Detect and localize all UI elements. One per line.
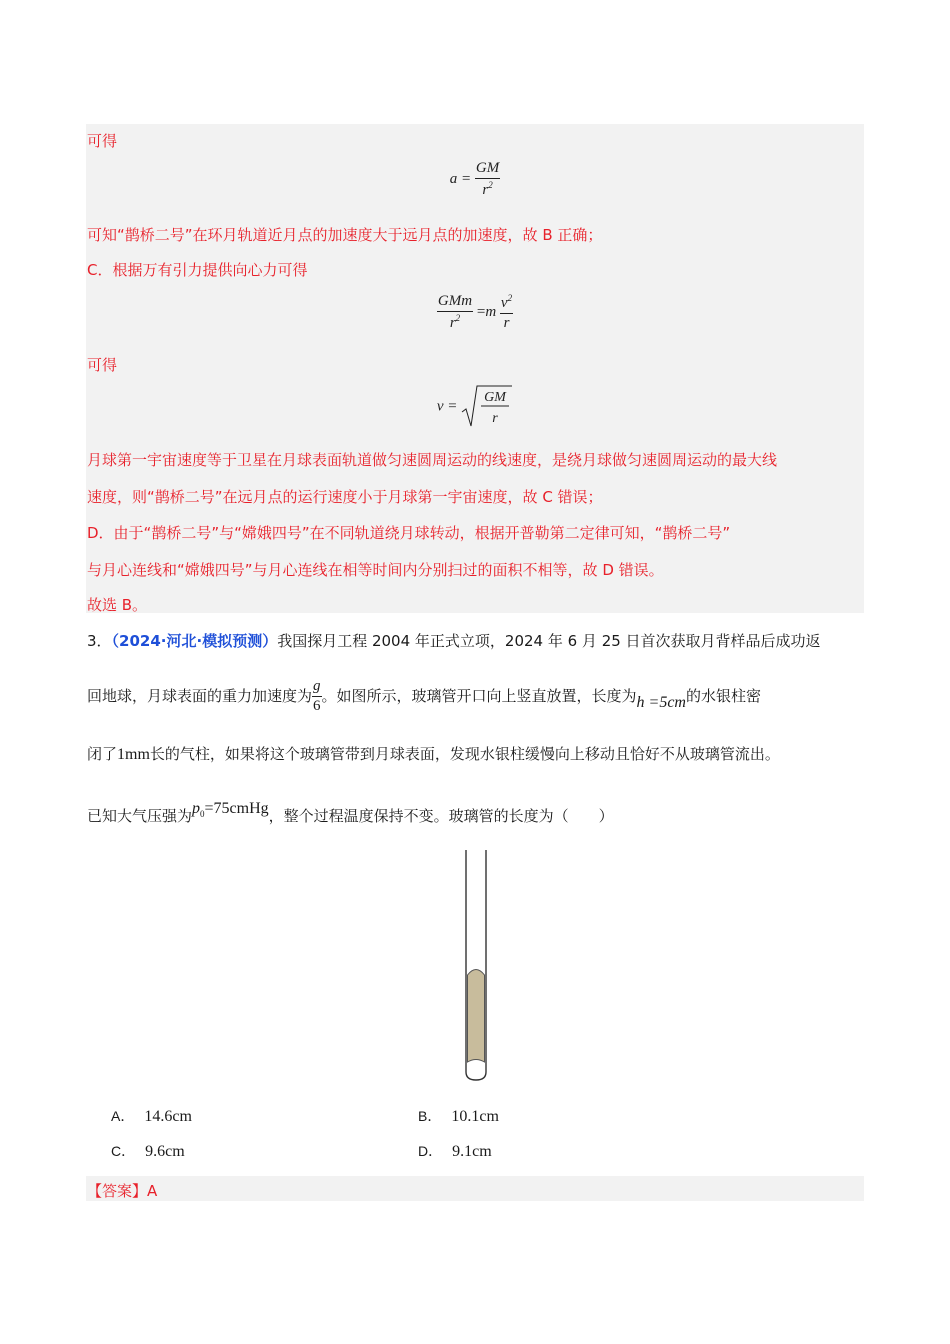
- option-c[interactable]: [111, 1141, 185, 1161]
- formula-fraction-right: [500, 293, 513, 332]
- formula-equals: =: [476, 303, 486, 320]
- question-number: 3．: [87, 632, 112, 650]
- option-d[interactable]: [418, 1141, 492, 1161]
- formula-mass: m: [485, 303, 497, 320]
- option-value: 9.6cm: [145, 1143, 185, 1160]
- solution-line-6: 速度，则“鹊桥二号”在远月点的运行速度小于月球第一宇宙速度，故 C 错误；: [87, 488, 603, 506]
- formula-lhs: a =: [449, 170, 472, 187]
- question-text: 的水银柱密: [685, 687, 761, 705]
- fraction-numerator: g: [312, 678, 322, 697]
- option-value: 14.6cm: [144, 1108, 192, 1125]
- option-label: D．: [418, 1143, 443, 1159]
- formula-fraction-left: [437, 293, 473, 332]
- solution-line-8: 与月心连线和“嫦娥四号”与月心连线在相等时间内分别扫过的面积不相等，故 D 错误。: [87, 561, 664, 579]
- question-line-2: [87, 678, 761, 715]
- solution-line-1: 可得: [87, 132, 118, 150]
- solution-line-7: D．由于“鹊桥二号”与“嫦娥四号”在不同轨道绕月球转动，根据开普勒第二定律可知，“鹊桥二号”: [87, 524, 731, 542]
- pressure-symbol: p: [192, 800, 201, 817]
- formula-lhs: v =: [436, 398, 458, 415]
- solution-line-5: 月球第一宇宙速度等于卫星在月球表面轨道做匀速圆周运动的线速度，是绕月球做匀速圆周运动的最大线: [87, 451, 778, 469]
- answer-label: 【答案】: [87, 1182, 148, 1200]
- formula-fraction: [475, 160, 500, 199]
- answer-panel: [86, 1176, 864, 1201]
- pressure-value: =75cmHg: [204, 800, 269, 817]
- question-text: 长的气柱，如果将这个玻璃管带到月球表面，发现水银柱缓慢向上移动且恰好不从玻璃管流出。: [149, 745, 780, 763]
- pressure-subscript: 0: [200, 809, 205, 820]
- option-value: 10.1cm: [451, 1108, 499, 1125]
- exponent: 2: [488, 180, 493, 190]
- glass-tube-figure: [456, 846, 496, 1086]
- fraction-denominator: r: [492, 411, 498, 426]
- question-line-1: [87, 630, 821, 651]
- fraction-numerator: GM: [484, 390, 507, 405]
- fraction-numerator: GM: [475, 160, 500, 179]
- fraction-denominator: r: [449, 315, 456, 331]
- solution-line-2: 可知“鹊桥二号”在环月轨道近月点的加速度大于远月点的加速度，故 B 正确；: [87, 226, 603, 244]
- question-text: 回地球，月球表面的重力加速度为: [87, 687, 313, 705]
- option-value: 9.1cm: [452, 1143, 492, 1160]
- question-text: 我国探月工程 2004 年正式立项，2024 年 6 月 25 日首次获取月背样品后成功返: [277, 632, 821, 650]
- answer-value: A: [147, 1182, 158, 1200]
- option-label: C．: [111, 1143, 136, 1159]
- solution-line-4: 可得: [87, 356, 118, 374]
- exponent: 2: [507, 293, 513, 303]
- answer-line: [87, 1180, 157, 1201]
- sqrt-icon: [461, 384, 513, 430]
- sqrt-sign: [461, 384, 513, 430]
- formula-acceleration: [86, 160, 864, 199]
- solution-line-9: 故选 B。: [87, 596, 148, 614]
- air-column-length: 1mm: [117, 746, 150, 763]
- question-line-3: [87, 743, 780, 764]
- formula-velocity: [86, 384, 864, 430]
- question-text: ，整个过程温度保持不变。玻璃管的长度为（ ）: [268, 807, 614, 825]
- solution-line-3: C．根据万有引力提供向心力可得: [87, 261, 308, 279]
- question-text: 闭了: [87, 745, 118, 763]
- fraction-denominator: 6: [313, 698, 321, 714]
- mercury-height-expression: h =5cm: [636, 694, 686, 711]
- formula-centripetal: [86, 293, 864, 332]
- fraction-denominator: r: [482, 182, 489, 198]
- question-text: 。如图所示，玻璃管开口向上竖直放置，长度为: [321, 687, 637, 705]
- question-line-4: [87, 797, 614, 825]
- gravity-fraction: [312, 678, 322, 715]
- option-a[interactable]: [111, 1106, 192, 1126]
- option-b[interactable]: [418, 1106, 499, 1126]
- fraction-numerator: GMm: [437, 293, 473, 312]
- fraction-denominator: r: [503, 315, 510, 331]
- option-label: A．: [111, 1108, 135, 1124]
- fraction-numerator: v: [500, 295, 508, 311]
- question-text: 已知大气压强为: [87, 807, 193, 825]
- question-source-tag: （2024·河北·模拟预测）: [111, 632, 278, 650]
- option-label: B．: [418, 1108, 442, 1124]
- mercury-column: [468, 970, 485, 1063]
- atmospheric-pressure: [192, 800, 269, 820]
- exponent: 2: [455, 313, 461, 323]
